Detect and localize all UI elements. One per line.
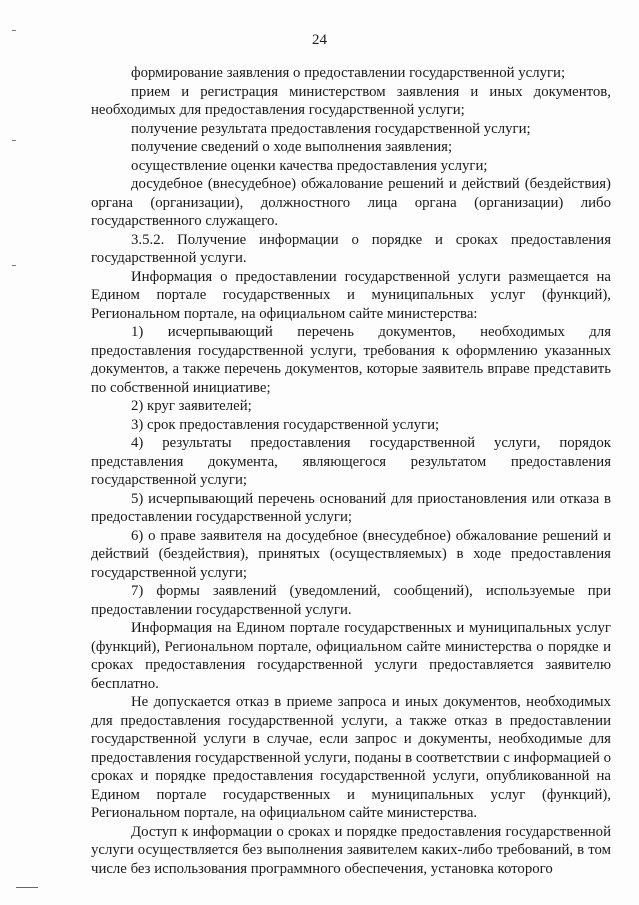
scan-margin-mark <box>12 265 16 266</box>
document-body <box>91 64 611 878</box>
list-item: 6) о праве заявителя на досудебное (внесудебное) обжалование решений и действий (бездействия), принятых (осуществляемых) в ходе предоставления государственной услуги; <box>91 527 611 581</box>
list-item: 5) исчерпывающий перечень оснований для приостановления или отказа в предоставлении государственной услуги; <box>91 490 611 525</box>
paragraph: получение результата предоставления государственной услуги; <box>131 120 531 137</box>
paragraph: формирование заявления о предоставлении государственной услуги; <box>131 65 566 81</box>
list-item: 3) срок предоставления государственной услуги; <box>131 416 440 433</box>
paragraph: досудебное (внесудебное) обжалование решений и действий (бездействия) органа (организации), должностного лица органа (организации) либо государственного служащего. <box>91 176 611 229</box>
list-item: 7) формы заявлений (уведомлений, сообщений), используемые при предоставлении государственной услуги. <box>91 583 611 618</box>
list-item: 4) результаты предоставления государственной услуги, порядок представления документа, являющегося результатом предоставления государственной услуги; <box>91 435 611 488</box>
paragraph: Информация на Едином портале государственных и муниципальных услуг (функций), Региональном портале, официальном сайте министерства о порядке и сроках предоставления государственной услуги предоставляется заявителю бесплатно. <box>91 620 611 692</box>
paragraph: Не допускается отказ в приеме запроса и иных документов, необходимых для предоставления государственной услуги, а также отказ в предоставлении государственной услуги в случае, если запрос и документы, необходимые для предоставления государственной услуги, поданы в соответствии с информацией о сроках и порядке предоставления государственной услуги, опубликованной на Едином портале государственных и муниципальных услуг (функций), Региональном портале, на официальном сайте министерства. <box>91 694 611 821</box>
scan-margin-mark <box>12 30 16 31</box>
paragraph: прием и регистрация министерством заявления и иных документов, необходимых для предоставления государственной услуги; <box>91 83 611 118</box>
scan-margin-mark <box>12 140 16 141</box>
page-number: 24 <box>312 32 327 48</box>
paragraph: осуществление оценки качества предоставления услуги; <box>131 157 488 174</box>
paragraph: Информация о предоставлении государственной услуги размещается на Едином портале государственных и муниципальных услуг (функций), Региональном портале, на официальном сайте министерства: <box>91 268 611 322</box>
paragraph: 3.5.2. Получение информации о порядке и сроках предоставления государственной услуги. <box>91 231 611 266</box>
paragraph: Доступ к информации о сроках и порядке предоставления государственной услуги осуществляется без выполнения заявителем каких-либо требований, в том числе без использования программного обеспечения, установка которого <box>91 823 611 877</box>
list-item: 2) круг заявителей; <box>131 398 252 414</box>
list-item: 1) исчерпывающий перечень документов, необходимых для предоставления государственной услуги, требования к оформлению указанных документов, а также перечень документов, которые заявитель вправе представить по собственной инициативе; <box>91 324 611 396</box>
paragraph: получение сведений о ходе выполнения заявления; <box>131 139 453 155</box>
scan-corner-line <box>16 887 38 888</box>
